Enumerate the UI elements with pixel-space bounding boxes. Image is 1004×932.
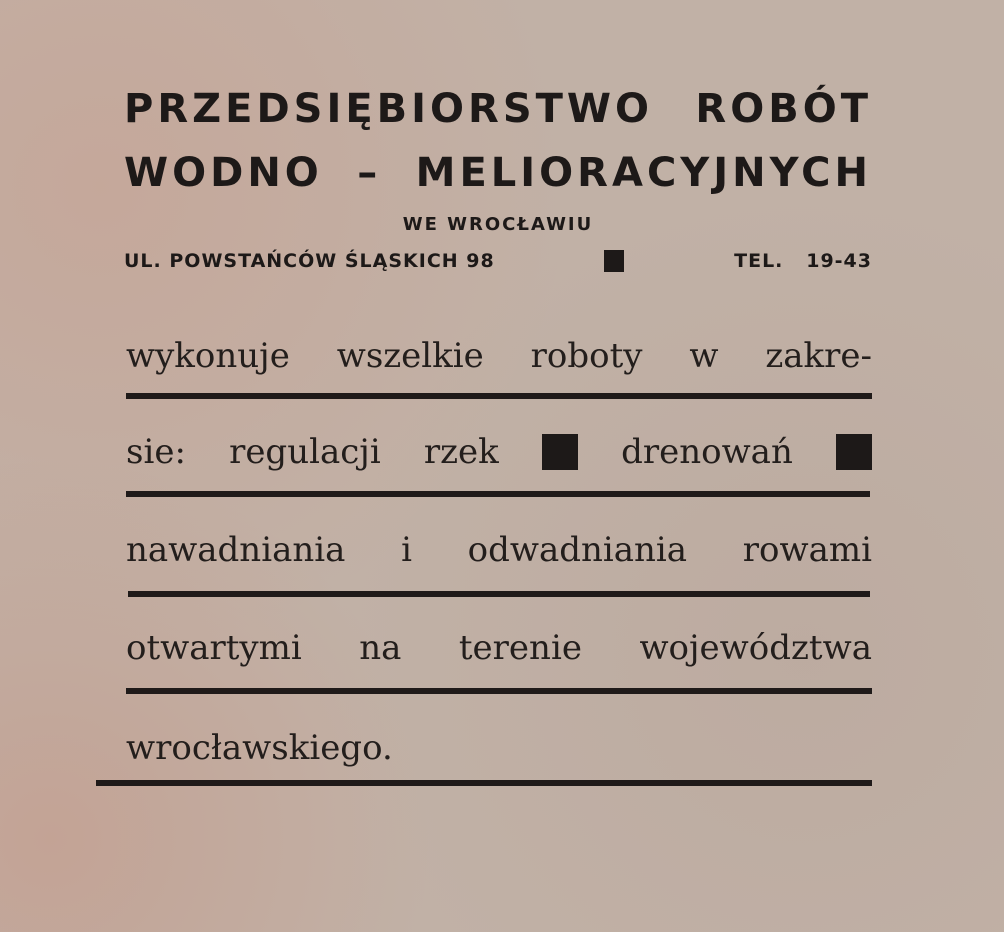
body-word: regulacji bbox=[229, 432, 381, 472]
body-line-2 bbox=[126, 430, 872, 474]
ruled-line bbox=[126, 688, 872, 694]
body-word: wszelkie bbox=[336, 336, 484, 376]
company-name-line1: PRZEDSIĘBIORSTWO ROBÓT bbox=[124, 86, 872, 132]
body-word: województwa bbox=[639, 628, 872, 668]
body-line-4 bbox=[126, 626, 872, 670]
company-city: WE WROCŁAWIU bbox=[402, 214, 594, 235]
body-word: rzek bbox=[423, 432, 499, 472]
ruled-line bbox=[128, 591, 870, 597]
body-word: wykonuje bbox=[126, 336, 290, 376]
body-word: wrocławskiego. bbox=[126, 728, 393, 768]
ruled-line bbox=[96, 780, 872, 786]
body-word: zakre- bbox=[765, 336, 872, 376]
ruled-line bbox=[126, 393, 872, 399]
body-word: nawadniania bbox=[126, 530, 346, 570]
company-contact bbox=[124, 250, 872, 272]
ruled-line bbox=[126, 491, 870, 497]
body-word: w bbox=[689, 336, 719, 376]
body-word: na bbox=[359, 628, 402, 668]
company-address: UL. POWSTAŃCÓW ŚLĄSKICH 98 bbox=[124, 250, 495, 272]
body-word: sie: bbox=[126, 432, 186, 472]
body-line-5 bbox=[126, 726, 872, 770]
company-phone: TEL. 19-43 bbox=[734, 250, 872, 272]
body-word: rowami bbox=[742, 530, 872, 570]
bullet-square-icon bbox=[836, 434, 872, 470]
bullet-square-icon bbox=[542, 434, 578, 470]
body-line-1 bbox=[126, 334, 872, 378]
company-name-line2: WODNO – MELIORACYJNYCH bbox=[124, 150, 872, 196]
body-word: odwadniania bbox=[467, 530, 688, 570]
body-word: terenie bbox=[458, 628, 582, 668]
body-line-3 bbox=[126, 528, 872, 572]
body-word: i bbox=[401, 530, 412, 570]
separator-square-icon bbox=[604, 250, 624, 272]
body-word: otwartymi bbox=[126, 628, 302, 668]
body-word: drenowań bbox=[621, 432, 793, 472]
body-word: roboty bbox=[530, 336, 643, 376]
